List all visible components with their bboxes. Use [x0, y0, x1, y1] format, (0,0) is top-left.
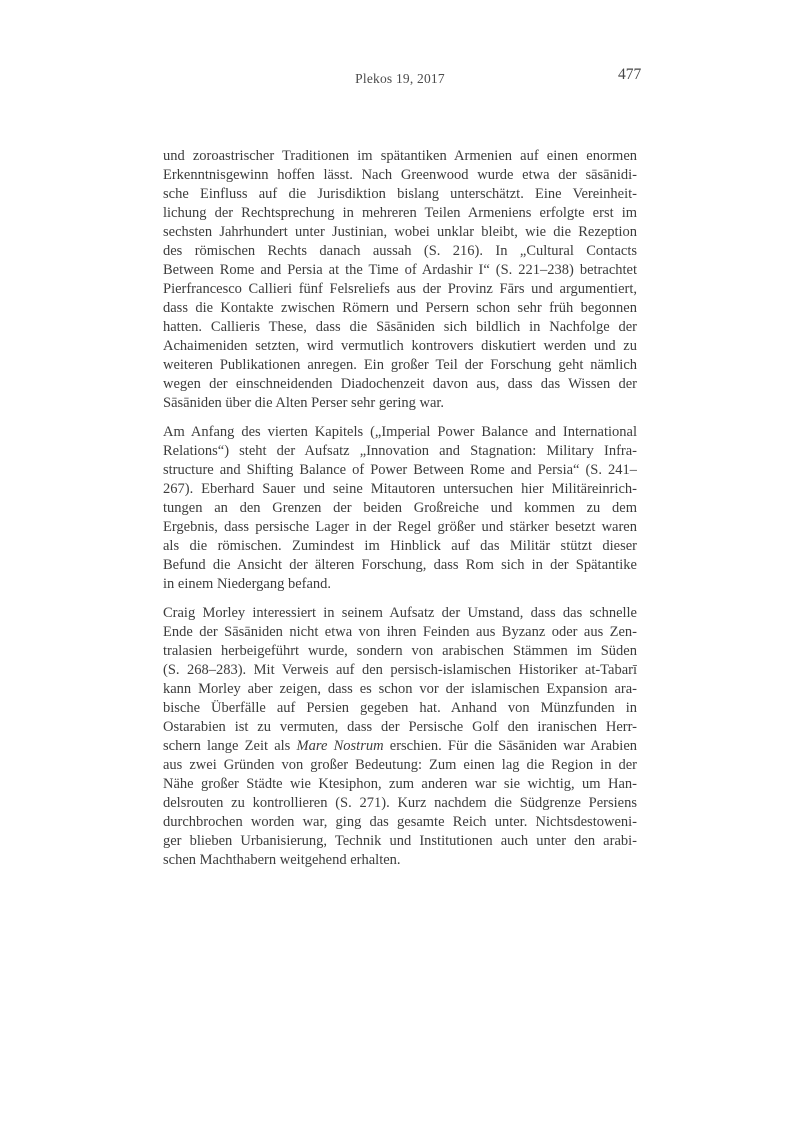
text-segment: delsrouten zu kontrollieren (S. 271). Kurz nachdem die Südgrenze Persiens — [163, 795, 637, 811]
text-segment: des römischen Rechts danach aussah (S. 216). In „Cultural Contacts — [163, 243, 637, 259]
text-segment: Erkenntnisgewinn hoffen lässt. Nach Greenwood wurde etwa der sāsānidi- — [163, 167, 637, 183]
text-segment: Between Rome and Persia at the Time of Ardashir I“ (S. 221–238) betrachtet — [163, 262, 637, 278]
text-line — [163, 356, 637, 375]
text-line — [163, 442, 637, 461]
text-segment: ger blieben Urbanisierung, Technik und Institutionen auch unter den arabi- — [163, 833, 637, 849]
page-number: 477 — [618, 66, 642, 83]
text-segment: erschien. Für die Sāsāniden war Arabien — [383, 738, 637, 754]
text-line — [163, 851, 637, 870]
italic-phrase: Mare Nostrum — [296, 738, 384, 754]
text-segment: schern lange Zeit als — [163, 738, 297, 754]
text-segment: aus zwei Gründen von großer Bedeutung: Zum einen lag die Region in der — [163, 757, 637, 773]
text-segment: sche Einfluss auf die Jurisdiktion bislang unterschätzt. Eine Vereinheit- — [163, 186, 637, 202]
journal-running-title: Plekos 19, 2017 — [355, 71, 445, 86]
text-line — [163, 813, 637, 832]
text-line — [163, 280, 637, 299]
text-segment: Sāsāniden über die Alten Perser sehr gering war. — [163, 395, 445, 411]
text-line — [163, 623, 637, 642]
text-line — [163, 375, 637, 394]
text-segment: Ende der Sāsāniden nicht etwa von ihren Feinden aus Byzanz oder aus Zen- — [163, 624, 637, 640]
text-line — [163, 423, 637, 442]
text-line — [163, 832, 637, 851]
text-line — [163, 794, 637, 813]
text-line — [163, 299, 637, 318]
text-block — [163, 147, 637, 880]
text-line — [163, 480, 637, 499]
text-line — [163, 185, 637, 204]
paragraph — [163, 147, 637, 413]
text-segment: 267). Eberhard Sauer und seine Mitautoren untersuchen hier Militäreinrich- — [163, 481, 637, 497]
text-line — [163, 518, 637, 537]
text-segment: kann Morley aber zeigen, dass es schon vor der islamischen Expansion ara- — [163, 681, 637, 697]
text-segment: tungen an den Grenzen der beiden Großreiche und kommen zu dem — [163, 500, 637, 516]
text-line — [163, 147, 637, 166]
text-segment: durchbrochen worden war, ging das gesamte Reich unter. Nichtsdestoweni- — [163, 814, 637, 830]
text-segment: tralasien herbeigeführt wurde, sondern von arabischen Stämmen im Süden — [163, 643, 637, 659]
text-segment: Befund die Ansicht der älteren Forschung, dass Rom sich in der Spätantike — [163, 557, 637, 573]
text-line — [163, 699, 637, 718]
text-segment: wegen der einschneidenden Diadochenzeit davon aus, dass das Wissen der — [163, 376, 637, 392]
text-line — [163, 737, 637, 756]
text-line — [163, 775, 637, 794]
text-segment: sechsten Jahrhundert unter Justinian, wobei unklar bleibt, wie die Rezeption — [163, 224, 637, 240]
text-line — [163, 166, 637, 185]
text-line — [163, 718, 637, 737]
text-line — [163, 642, 637, 661]
text-line — [163, 680, 637, 699]
text-segment: hatten. Callieris These, dass die Sāsāniden sich bildlich in Nachfolge der — [163, 319, 637, 335]
text-segment: Relations“) steht der Aufsatz „Innovation and Stagnation: Military Infra- — [163, 443, 637, 459]
text-line — [163, 604, 637, 623]
text-segment: lichung der Rechtsprechung in mehreren Teilen Armeniens erfolgte erst im — [163, 205, 637, 221]
text-segment: als die römischen. Zumindest im Hinblick auf das Militär stützt dieser — [163, 538, 637, 554]
text-segment: Am Anfang des vierten Kapitels („Imperial Power Balance and International — [163, 424, 637, 440]
paragraph — [163, 423, 637, 594]
text-line — [163, 575, 637, 594]
text-line — [163, 394, 637, 413]
text-line — [163, 337, 637, 356]
text-line — [163, 204, 637, 223]
text-segment: Nähe großer Städte wie Ktesiphon, zum anderen war sie wichtig, um Han- — [163, 776, 637, 792]
text-segment: bische Überfälle auf Persien gegeben hat. Anhand von Münzfunden in — [163, 700, 637, 716]
text-segment: in einem Niedergang befand. — [163, 576, 332, 592]
text-segment: Pierfrancesco Callieri fünf Felsreliefs aus der Provinz Fārs und argumentiert, — [163, 281, 637, 297]
text-segment: weiteren Publikationen anregen. Ein großer Teil der Forschung geht nämlich — [163, 357, 637, 373]
text-line — [163, 499, 637, 518]
paragraph — [163, 604, 637, 870]
text-line — [163, 537, 637, 556]
text-segment: und zoroastrischer Traditionen im spätantiken Armenien auf einen enormen — [163, 148, 637, 164]
text-segment: Craig Morley interessiert in seinem Aufsatz der Umstand, dass das schnelle — [163, 605, 637, 621]
text-line — [163, 242, 637, 261]
text-segment: Ostarabien ist zu vermuten, dass der Persische Golf den iranischen Herr- — [163, 719, 637, 735]
text-segment: schen Machthabern weitgehend erhalten. — [163, 852, 401, 868]
text-segment: Ergebnis, dass persische Lager in der Regel größer und stärker besetzt waren — [163, 519, 637, 535]
text-line — [163, 261, 637, 280]
text-segment: Achaimeniden setzten, wird vermutlich kontrovers diskutiert werden und zu — [163, 338, 637, 354]
text-segment: dass die Kontakte zwischen Römern und Persern schon sehr früh begonnen — [163, 300, 637, 316]
text-line — [163, 318, 637, 337]
text-line — [163, 661, 637, 680]
text-line — [163, 556, 637, 575]
text-segment: structure and Shifting Balance of Power Between Rome and Persia“ (S. 241– — [163, 462, 637, 478]
text-segment: (S. 268–283). Mit Verweis auf den persisch-islamischen Historiker at-Tabarī — [163, 662, 637, 678]
text-line — [163, 223, 637, 242]
text-line — [163, 461, 637, 480]
text-line — [163, 756, 637, 775]
